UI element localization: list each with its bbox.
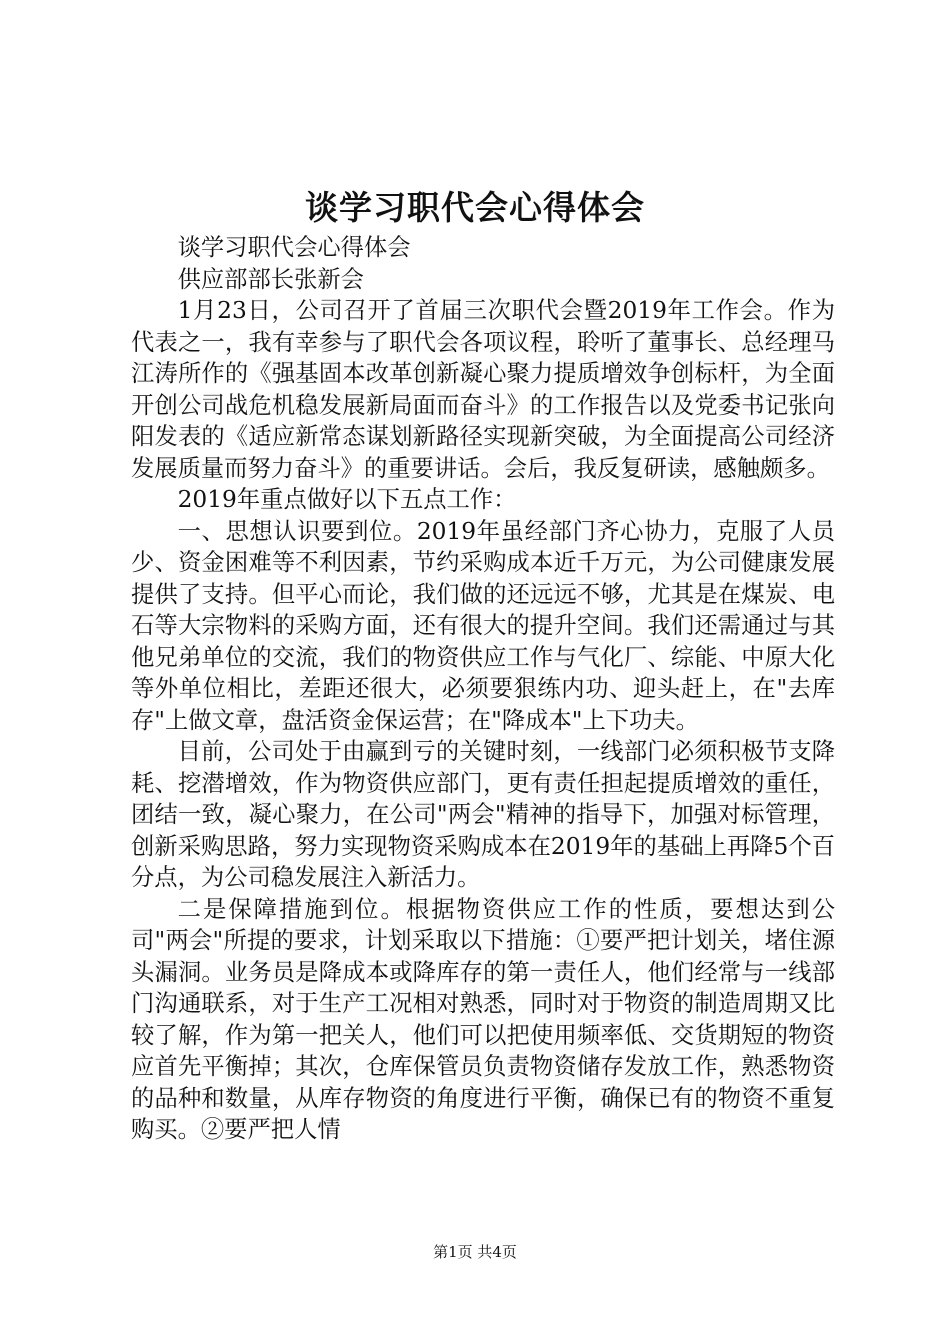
body-paragraph: 谈学习职代会心得体会 <box>177 234 411 261</box>
body-paragraph: 供应部部长张新会 <box>177 265 364 293</box>
body-paragraph: 2019年重点做好以下五点工作： <box>177 486 517 513</box>
body-paragraph: 1月23日，公司召开了首届三次职代会暨2019年工作会。作为代表之一，我有幸参与了职代会各项议程，聆听了董事长、总经理马江涛所作的《强基固本改革创新凝心聚力提质增效争创标杆，为全面开创公司战危机稳发展新局面而奋斗》的工作报告以及党委书记张向阳发表的《适应新常态谋划新路径实现新突破，为全面提高公司经济发展质量而努力奋斗》的重要讲话。会后，我反复研读，感触颇多。 <box>131 297 835 482</box>
page-number: 第1页 共4页 <box>433 1243 517 1261</box>
document-title: 谈学习职代会心得体会 <box>305 188 645 227</box>
document-body <box>131 232 835 1146</box>
body-paragraph: 一、思想认识要到位。2019年虽经部门齐心协力，克服了人员少、资金困难等不利因素，节约采购成本近千万元，为公司健康发展提供了支持。但平心而论，我们做的还远远不够，尤其是在煤炭、电石等大宗物料的采购方面，还有很大的提升空间。我们还需通过与其他兄弟单位的交流，我们的物资供应工作与气化厂、综能、中原大化等外单位相比，差距还很大，必须要狠练内功、迎头赶上，在"去库存"上做文章，盘活资金保运营；在"降成本"上下功夫。 <box>131 517 835 734</box>
body-paragraph: 目前，公司处于由赢到亏的关键时刻，一线部门必须积极节支降耗、挖潜增效，作为物资供应部门，更有责任担起提质增效的重任，团结一致，凝心聚力，在公司"两会"精神的指导下，加强对标管理，创新采购思路，努力实现物资采购成本在2019年的基础上再降5个百分点，为公司稳发展注入新活力。 <box>131 738 835 891</box>
body-paragraph: 二是保障措施到位。根据物资供应工作的性质，要想达到公司"两会"所提的要求，计划采取以下措施：①要严把计划关，堵住源头漏洞。业务员是降成本或降库存的第一责任人，他们经常与一线部门沟通联系，对于生产工况相对熟悉，同时对于物资的制造周期又比较了解，作为第一把关人，他们可以把使用频率低、交货期短的物资应首先平衡掉；其次，仓库保管员负责物资储存发放工作，熟悉物资的品种和数量，从库存物资的角度进行平衡，确保已有的物资不重复购买。②要严把人情 <box>131 895 835 1143</box>
